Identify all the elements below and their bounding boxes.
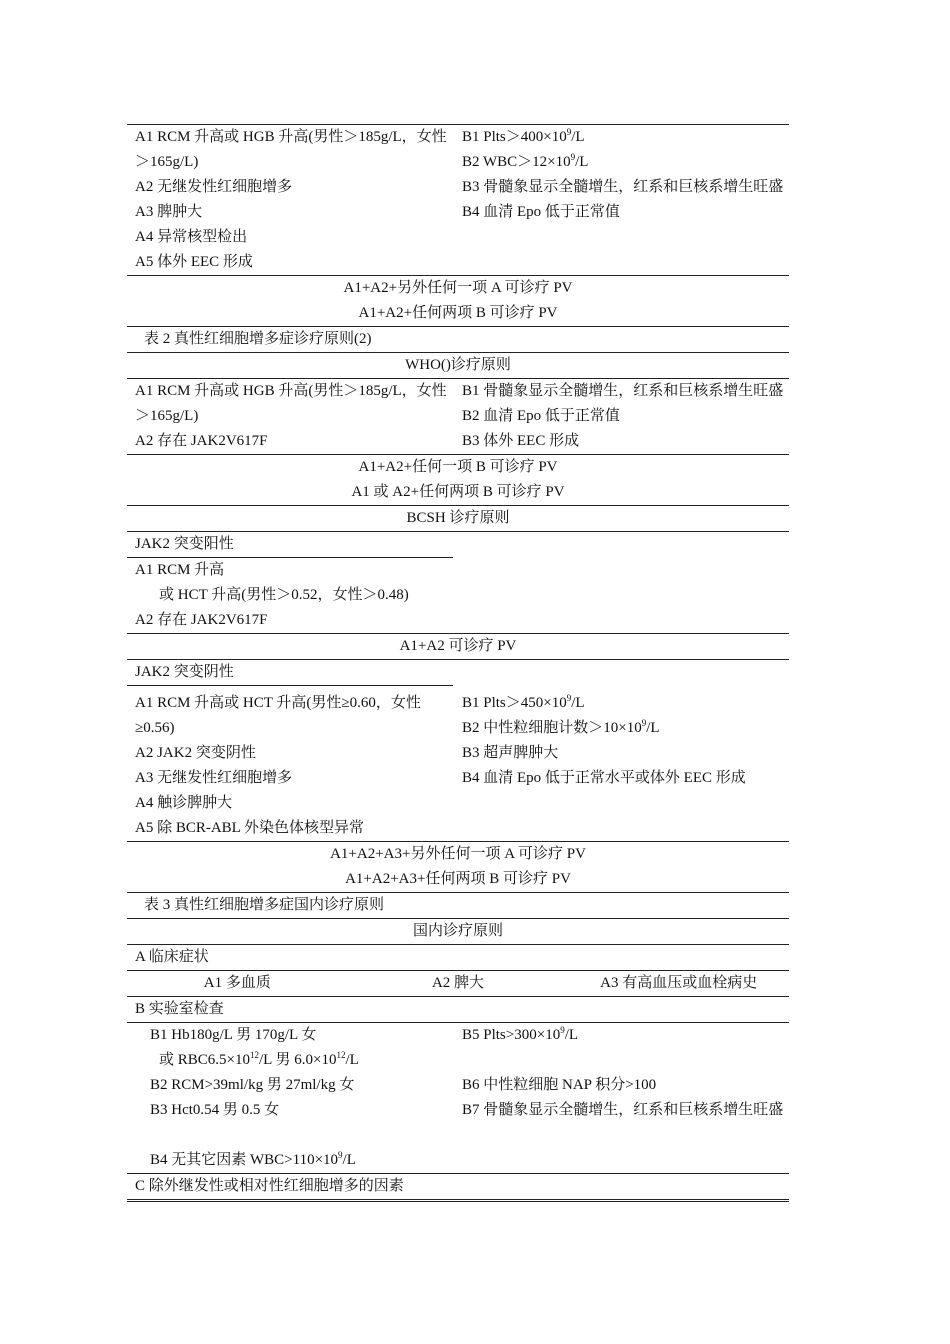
- jak2-negative-criteria: [127, 691, 789, 841]
- domestic-header: 国内诊疗原则: [412, 923, 503, 939]
- lab-b5: B5 $Plts>300\times 10^9/L$: [462, 1025, 579, 1043]
- criterion-a5: A5 体外 EEC 形成: [135, 254, 253, 270]
- jak2-positive-title: JAK2 突变阳性: [135, 536, 234, 552]
- criterion-b4: B4 血清 Epo 低于正常水平或体外 EEC 形成: [462, 770, 746, 786]
- symptom-a3: A3 有高血压或血栓病史: [600, 975, 758, 991]
- lab-tests-left: [127, 1023, 454, 1173]
- criterion-a4: A4 触诊脾肿大: [135, 795, 233, 811]
- lab-b3: B3 Hct0.54 男 0.5 女: [150, 1102, 280, 1118]
- jak2-negative-major: [127, 691, 454, 841]
- criterion-a1: A1 RCM 升高或 HCT 升高(男性≥0.60，女性≥0.56): [135, 695, 421, 736]
- jak2-negative-minor: [454, 691, 789, 841]
- criterion-b4: B4 血清 Epo 低于正常值: [462, 204, 620, 220]
- who-criteria: [127, 379, 789, 454]
- table1-criteria: [127, 125, 789, 275]
- criterion-a1: A1 RCM 升高或 HGB 升高(男性＞185g/L，女性＞165g/L): [135, 129, 447, 170]
- lab-b4: B4 无其它因素 $WBC>110\times 10^9/L$: [150, 1150, 356, 1168]
- table1-major-criteria: [127, 125, 454, 275]
- table2-caption: 表 2 真性红细胞增多症诊疗原则(2): [144, 331, 372, 347]
- criterion-b2: B2 $WBC>12\times 10^9/L$: [462, 152, 589, 170]
- criterion-a3: A3 无继发性红细胞增多: [135, 770, 293, 786]
- diagnosis-rule: A1+A2+任何一项 B 可诊疗 PV: [358, 459, 558, 475]
- criterion-a3: A3 脾肿大: [135, 204, 203, 220]
- table1-minor-criteria: [454, 125, 789, 275]
- diagnosis-rule: A1+A2+A3+另外任何一项 A 可诊疗 PV: [330, 846, 586, 862]
- who-minor-criteria: [454, 379, 789, 454]
- criterion-b3: B3 超声脾肿大: [462, 745, 559, 761]
- clinical-symptoms-title: A 临床症状: [135, 949, 209, 965]
- diagnosis-rule: A1+A2+任何两项 B 可诊疗 PV: [358, 305, 558, 321]
- criterion-b2: B2 中性粒细胞计数$>10\times 10^9/L$: [462, 718, 660, 736]
- who-major-criteria: [127, 379, 454, 454]
- criterion-a4: A4 异常核型检出: [135, 229, 248, 245]
- table-bottom-rule: [127, 1199, 789, 1202]
- clinical-symptoms-row: [127, 971, 789, 996]
- lab-b6: B6 中性粒细胞 NAP 积分>100: [462, 1077, 657, 1093]
- lab-b7: B7 骨髓象显示全髓增生，红系和巨核系增生旺盛: [462, 1102, 784, 1118]
- criterion-b2: B2 血清 Epo 低于正常值: [462, 408, 620, 424]
- jak2-negative-title: JAK2 突变阴性: [135, 664, 234, 680]
- criterion-a2: A2 存在 JAK2V617F: [135, 433, 268, 449]
- document-body: [127, 124, 789, 1202]
- lab-tests-criteria: [127, 1023, 789, 1173]
- criterion-a1: A1 RCM 升高或 HGB 升高(男性＞185g/L，女性＞165g/L): [135, 383, 447, 424]
- criterion-a5: A5 除 BCR-ABL 外染色体核型异常: [135, 820, 365, 836]
- criterion-b1: B1 $Plts>450\times 10^9/L$: [462, 693, 585, 711]
- table3-caption: 表 3 真性红细胞增多症国内诊疗原则: [144, 897, 385, 913]
- criterion-a2: A2 存在 JAK2V617F: [135, 612, 268, 628]
- lab-tests-right: [454, 1023, 789, 1173]
- criterion-b1: B1 $Plts>400\times 10^9/L$: [462, 127, 585, 145]
- diagnosis-rule: A1+A2+另外任何一项 A 可诊疗 PV: [343, 280, 573, 296]
- diagnosis-rule: A1 或 A2+任何两项 B 可诊疗 PV: [351, 484, 565, 500]
- lab-b1-cont: 或 $RBC6.5\times 10^{12}/L$ 男 $6.0\times 10^{12}/L$: [159, 1050, 359, 1068]
- criterion-b3: B3 骨髓象显示全髓增生，红系和巨核系增生旺盛: [462, 179, 784, 195]
- lab-b1: B1 Hb180g/L 男 170g/L 女: [150, 1027, 317, 1043]
- criterion-a2: A2 无继发性红细胞增多: [135, 179, 293, 195]
- who-header: WHO()诊疗原则: [405, 357, 511, 373]
- lab-b2: B2 RCM>39ml/kg 男 27ml/kg 女: [150, 1077, 355, 1093]
- criterion-a1-cont: 或 HCT 升高(男性＞0.52，女性＞0.48): [159, 587, 409, 603]
- lab-tests-title: B 实验室检查: [135, 1001, 224, 1017]
- symptom-a1: A1 多血质: [203, 975, 271, 991]
- criterion-a1: A1 RCM 升高: [135, 562, 225, 578]
- exclusion-criteria: C 除外继发性或相对性红细胞增多的因素: [135, 1178, 404, 1194]
- symptom-a2: A2 脾大: [431, 975, 485, 991]
- criterion-b3: B3 体外 EEC 形成: [462, 433, 580, 449]
- diagnosis-rule: A1+A2 可诊疗 PV: [399, 638, 517, 654]
- criterion-b1: B1 骨髓象显示全髓增生，红系和巨核系增生旺盛: [462, 383, 784, 399]
- criterion-a2: A2 JAK2 突变阴性: [135, 745, 256, 761]
- bcsh-header: BCSH 诊疗原则: [406, 510, 510, 526]
- diagnosis-rule: A1+A2+A3+任何两项 B 可诊疗 PV: [345, 871, 571, 887]
